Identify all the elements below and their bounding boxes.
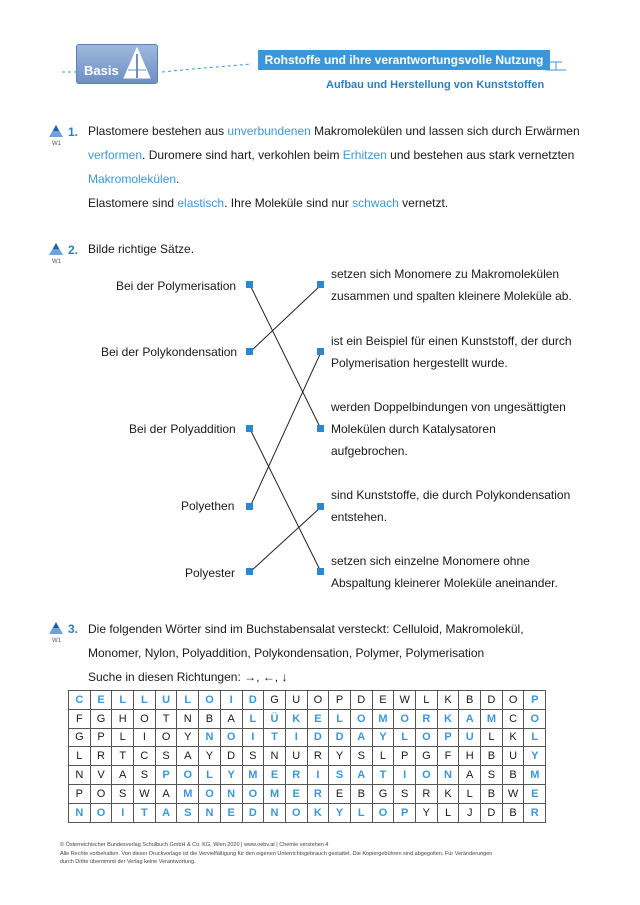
connection-line: [250, 429, 321, 572]
grid-cell[interactable]: Y: [416, 803, 438, 822]
grid-cell[interactable]: A: [459, 709, 481, 728]
grid-cell[interactable]: O: [220, 728, 242, 747]
grid-cell[interactable]: O: [199, 784, 221, 803]
grid-cell[interactable]: A: [220, 709, 242, 728]
grid-cell[interactable]: Y: [220, 766, 242, 785]
grid-cell[interactable]: N: [69, 803, 91, 822]
grid-cell[interactable]: E: [307, 709, 329, 728]
answer-elastisch: elastisch: [177, 196, 225, 210]
grid-cell[interactable]: L: [524, 728, 546, 747]
grid-cell[interactable]: A: [112, 766, 134, 785]
task2-instruction: Bilde richtige Sätze.: [88, 242, 195, 256]
grid-cell[interactable]: H: [112, 709, 134, 728]
grid-cell[interactable]: D: [242, 691, 264, 710]
grid-cell[interactable]: R: [524, 803, 546, 822]
grid-cell[interactable]: K: [285, 709, 307, 728]
task1-text: Plastomere bestehen aus unverbundenen Makromolekülen und lassen sich durch Erwärmen verformen. Duromere sind hart, verkohlen beim Erhitzen und bestehen aus stark vernetzten Makromolekülen. Elastomere sind elastisch. Ihre Moleküle sind nur schwach vernetzt.: [88, 124, 580, 210]
grid-cell[interactable]: S: [350, 747, 372, 766]
grid-cell[interactable]: Y: [199, 747, 221, 766]
grid-cell[interactable]: E: [372, 691, 394, 710]
grid-cell[interactable]: P: [437, 728, 459, 747]
word-search-grid: [68, 690, 546, 823]
grid-cell[interactable]: N: [220, 784, 242, 803]
grid-cell[interactable]: D: [220, 747, 242, 766]
grid-cell[interactable]: A: [350, 766, 372, 785]
logo-text: Basis: [84, 63, 119, 78]
grid-row: [69, 709, 546, 728]
left-connector-dot[interactable]: [246, 568, 253, 575]
page-subtitle: Aufbau und Herstellung von Kunststoffen: [326, 79, 545, 91]
grid-cell[interactable]: U: [502, 747, 524, 766]
grid-cell[interactable]: O: [285, 803, 307, 822]
grid-cell[interactable]: I: [285, 728, 307, 747]
left-item-polymerisation: Bei der Polymerisation: [116, 279, 237, 293]
grid-cell[interactable]: W: [502, 784, 524, 803]
grid-cell[interactable]: O: [90, 803, 112, 822]
grid-cell[interactable]: R: [90, 747, 112, 766]
grid-cell[interactable]: R: [416, 709, 438, 728]
grid-cell[interactable]: K: [502, 728, 524, 747]
grid-cell[interactable]: A: [155, 803, 177, 822]
grid-cell[interactable]: M: [264, 784, 286, 803]
grid-cell[interactable]: A: [155, 784, 177, 803]
task1-level: W1: [52, 141, 61, 147]
grid-cell[interactable]: L: [372, 747, 394, 766]
grid-row: [69, 803, 546, 822]
grid-cell[interactable]: E: [90, 691, 112, 710]
right-connector-dot[interactable]: [317, 568, 324, 575]
grid-row: [69, 766, 546, 785]
grid-cell[interactable]: M: [524, 766, 546, 785]
grid-cell[interactable]: I: [112, 803, 134, 822]
footer-rights-cont: durch Dritte übernimmt der Verlag keine Verantwortung.: [60, 859, 196, 865]
right-sentence-4: sind Kunststoffe, die durch Polykondensation entstehen.: [331, 488, 571, 524]
level-pyramid-icon: [48, 621, 64, 635]
grid-cell[interactable]: O: [155, 728, 177, 747]
grid-cell[interactable]: F: [437, 747, 459, 766]
grid-row: [69, 728, 546, 747]
grid-cell[interactable]: D: [329, 728, 351, 747]
grid-row: [69, 747, 546, 766]
task1-number: 1.: [68, 125, 79, 139]
grid-row: [69, 784, 546, 803]
grid-cell[interactable]: Y: [372, 728, 394, 747]
grid-cell[interactable]: T: [112, 747, 134, 766]
answer-unverbundenen: unverbundenen: [227, 124, 311, 138]
grid-cell[interactable]: I: [307, 766, 329, 785]
grid-cell[interactable]: N: [437, 766, 459, 785]
left-connector-dot[interactable]: [246, 281, 253, 288]
grid-cell[interactable]: P: [394, 803, 416, 822]
grid-cell[interactable]: O: [177, 766, 199, 785]
left-item-polyester: Polyester: [185, 566, 236, 580]
grid-cell[interactable]: P: [69, 784, 91, 803]
grid-cell[interactable]: L: [112, 691, 134, 710]
grid-cell[interactable]: P: [524, 691, 546, 710]
left-connector-dot[interactable]: [246, 425, 253, 432]
right-connector-dot[interactable]: [317, 425, 324, 432]
grid-cell[interactable]: A: [350, 728, 372, 747]
grid-cell[interactable]: R: [307, 784, 329, 803]
grid-cell[interactable]: K: [437, 691, 459, 710]
task3-number: 3.: [68, 622, 79, 636]
grid-cell[interactable]: G: [90, 709, 112, 728]
grid-cell[interactable]: W: [394, 691, 416, 710]
grid-cell[interactable]: T: [134, 803, 156, 822]
grid-cell[interactable]: S: [112, 784, 134, 803]
grid-cell[interactable]: U: [459, 728, 481, 747]
grid-cell[interactable]: U: [285, 691, 307, 710]
grid-cell[interactable]: I: [220, 691, 242, 710]
grid-cell[interactable]: B: [502, 766, 524, 785]
left-item-polykondensation: Bei der Polykondensation: [101, 345, 238, 359]
grid-cell[interactable]: A: [459, 766, 481, 785]
grid-cell[interactable]: O: [134, 709, 156, 728]
grid-cell[interactable]: L: [459, 784, 481, 803]
task3-level: W1: [52, 638, 61, 644]
grid-cell[interactable]: E: [220, 803, 242, 822]
right-sentence-1: setzen sich Monomere zu Makromolekülen zusammen und spalten kleinere Moleküle ab.: [331, 267, 572, 303]
grid-cell[interactable]: O: [416, 766, 438, 785]
right-connector-dot[interactable]: [317, 348, 324, 355]
grid-cell[interactable]: L: [242, 709, 264, 728]
grid-cell[interactable]: N: [264, 803, 286, 822]
grid-cell[interactable]: L: [350, 803, 372, 822]
task2-number: 2.: [68, 243, 79, 257]
grid-row: [69, 691, 546, 710]
grid-cell[interactable]: B: [459, 691, 481, 710]
right-connector-dot[interactable]: [317, 281, 324, 288]
task2-level: W1: [52, 259, 61, 265]
grid-cell[interactable]: N: [199, 728, 221, 747]
grid-cell[interactable]: S: [329, 766, 351, 785]
grid-cell[interactable]: O: [416, 728, 438, 747]
grid-cell[interactable]: L: [69, 747, 91, 766]
grid-cell[interactable]: O: [394, 709, 416, 728]
grid-cell[interactable]: P: [155, 766, 177, 785]
task3-text: Die folgenden Wörter sind im Buchstabensalat versteckt: Celluloid, Makromolekül, Monomer, Nylon, Polyaddition, Polykondensation, Polymer, Polymerisation Suche in diesen Richtungen: →, ←, ↓: [88, 622, 524, 684]
grid-cell[interactable]: J: [459, 803, 481, 822]
grid-cell[interactable]: N: [177, 709, 199, 728]
grid-cell[interactable]: L: [199, 766, 221, 785]
grid-cell[interactable]: V: [90, 766, 112, 785]
grid-cell[interactable]: L: [416, 691, 438, 710]
grid-cell[interactable]: O: [350, 709, 372, 728]
grid-cell[interactable]: B: [502, 803, 524, 822]
grid-cell[interactable]: Ü: [264, 709, 286, 728]
grid-cell[interactable]: T: [155, 709, 177, 728]
grid-cell[interactable]: L: [394, 728, 416, 747]
grid-cell[interactable]: S: [394, 784, 416, 803]
grid-cell[interactable]: B: [350, 784, 372, 803]
connection-line: [250, 285, 321, 429]
grid-cell[interactable]: A: [177, 747, 199, 766]
grid-cell[interactable]: P: [90, 728, 112, 747]
grid-cell[interactable]: G: [69, 728, 91, 747]
answer-verformen: verformen: [88, 148, 143, 162]
grid-cell[interactable]: D: [242, 803, 264, 822]
grid-cell[interactable]: L: [177, 691, 199, 710]
grid-cell[interactable]: D: [481, 803, 503, 822]
grid-cell[interactable]: S: [177, 803, 199, 822]
right-sentence-5: setzen sich einzelne Monomere ohne Abspaltung kleinerer Moleküle aneinander.: [331, 554, 558, 590]
grid-cell[interactable]: L: [437, 803, 459, 822]
grid-cell[interactable]: O: [307, 691, 329, 710]
grid-cell[interactable]: M: [372, 709, 394, 728]
right-sentence-3: werden Doppelbindungen von ungesättigten Molekülen durch Katalysatoren aufgebrochen.: [331, 400, 566, 458]
grid-cell[interactable]: F: [69, 709, 91, 728]
right-sentence-2: ist ein Beispiel für einen Kunststoff, der durch Polymerisation hergestellt wurde.: [331, 334, 572, 370]
grid-cell[interactable]: K: [307, 803, 329, 822]
grid-cell[interactable]: Y: [329, 747, 351, 766]
grid-cell[interactable]: L: [481, 728, 503, 747]
page-title: Rohstoffe und ihre verantwortungsvolle Nutzung: [258, 50, 550, 70]
grid-cell[interactable]: G: [264, 691, 286, 710]
grid-cell[interactable]: E: [285, 784, 307, 803]
grid-cell[interactable]: R: [285, 766, 307, 785]
grid-cell[interactable]: E: [329, 784, 351, 803]
grid-cell[interactable]: S: [155, 747, 177, 766]
grid-cell[interactable]: Y: [329, 803, 351, 822]
connection-line: [250, 285, 321, 352]
grid-cell[interactable]: O: [372, 803, 394, 822]
footer-rights: Alle Rechte vorbehalten. Von dieser Druckvorlage ist die Vervielfältigung für den eigenen Unterrichtsgebrauch gestattet. Die Kopiergebühren sind abgegolten. Für Veränderungen: [60, 851, 493, 857]
grid-cell[interactable]: Y: [177, 728, 199, 747]
grid-cell[interactable]: P: [394, 747, 416, 766]
answer-erhitzen: Erhitzen: [342, 148, 387, 162]
left-connector-dot[interactable]: [246, 348, 253, 355]
grid-cell[interactable]: S: [481, 766, 503, 785]
grid-cell[interactable]: H: [459, 747, 481, 766]
grid-cell[interactable]: L: [112, 728, 134, 747]
grid-cell[interactable]: T: [372, 766, 394, 785]
grid-cell[interactable]: T: [264, 728, 286, 747]
grid-cell[interactable]: L: [134, 691, 156, 710]
grid-cell[interactable]: E: [264, 766, 286, 785]
grid-cell[interactable]: I: [134, 728, 156, 747]
answer-schwach: schwach: [352, 196, 399, 210]
grid-cell[interactable]: B: [481, 784, 503, 803]
grid-cell[interactable]: O: [524, 709, 546, 728]
grid-cell[interactable]: B: [481, 747, 503, 766]
grid-cell[interactable]: S: [242, 747, 264, 766]
left-item-polyethen: Polyethen: [181, 499, 235, 513]
grid-cell[interactable]: C: [69, 691, 91, 710]
grid-cell[interactable]: K: [437, 709, 459, 728]
grid-cell[interactable]: O: [502, 691, 524, 710]
grid-cell[interactable]: N: [69, 766, 91, 785]
grid-cell[interactable]: S: [134, 766, 156, 785]
grid-cell[interactable]: U: [155, 691, 177, 710]
footer-copyright: © Österreichischer Bundesverlag Schulbuch GmbH & Co. KG, Wien 2020 | www.oebv.at | Chemie verstehen 4: [60, 842, 329, 848]
grid-cell[interactable]: P: [329, 691, 351, 710]
grid-cell[interactable]: I: [394, 766, 416, 785]
grid-cell[interactable]: N: [264, 747, 286, 766]
grid-cell[interactable]: M: [242, 766, 264, 785]
grid-cell[interactable]: O: [90, 784, 112, 803]
grid-cell[interactable]: W: [134, 784, 156, 803]
grid-cell[interactable]: C: [134, 747, 156, 766]
grid-cell[interactable]: N: [199, 803, 221, 822]
grid-cell[interactable]: D: [307, 728, 329, 747]
grid-cell[interactable]: K: [437, 784, 459, 803]
grid-cell[interactable]: G: [372, 784, 394, 803]
grid-cell[interactable]: U: [285, 747, 307, 766]
answer-makromolekuelen: Makromolekülen: [88, 172, 177, 186]
grid-cell[interactable]: O: [242, 784, 264, 803]
grid-cell[interactable]: M: [177, 784, 199, 803]
grid-cell[interactable]: C: [502, 709, 524, 728]
grid-cell[interactable]: Y: [524, 747, 546, 766]
left-connector-dot[interactable]: [246, 503, 253, 510]
grid-cell[interactable]: B: [199, 709, 221, 728]
grid-cell[interactable]: R: [307, 747, 329, 766]
left-item-polyaddition: Bei der Polyaddition: [129, 422, 236, 436]
connection-line: [250, 507, 321, 572]
right-connector-dot[interactable]: [317, 503, 324, 510]
grid-cell[interactable]: R: [416, 784, 438, 803]
grid-cell[interactable]: L: [329, 709, 351, 728]
grid-cell[interactable]: O: [199, 691, 221, 710]
grid-cell[interactable]: M: [481, 709, 503, 728]
grid-cell[interactable]: G: [416, 747, 438, 766]
grid-cell[interactable]: I: [242, 728, 264, 747]
connection-line: [250, 352, 321, 507]
grid-cell[interactable]: D: [350, 691, 372, 710]
grid-cell[interactable]: D: [481, 691, 503, 710]
grid-cell[interactable]: E: [524, 784, 546, 803]
